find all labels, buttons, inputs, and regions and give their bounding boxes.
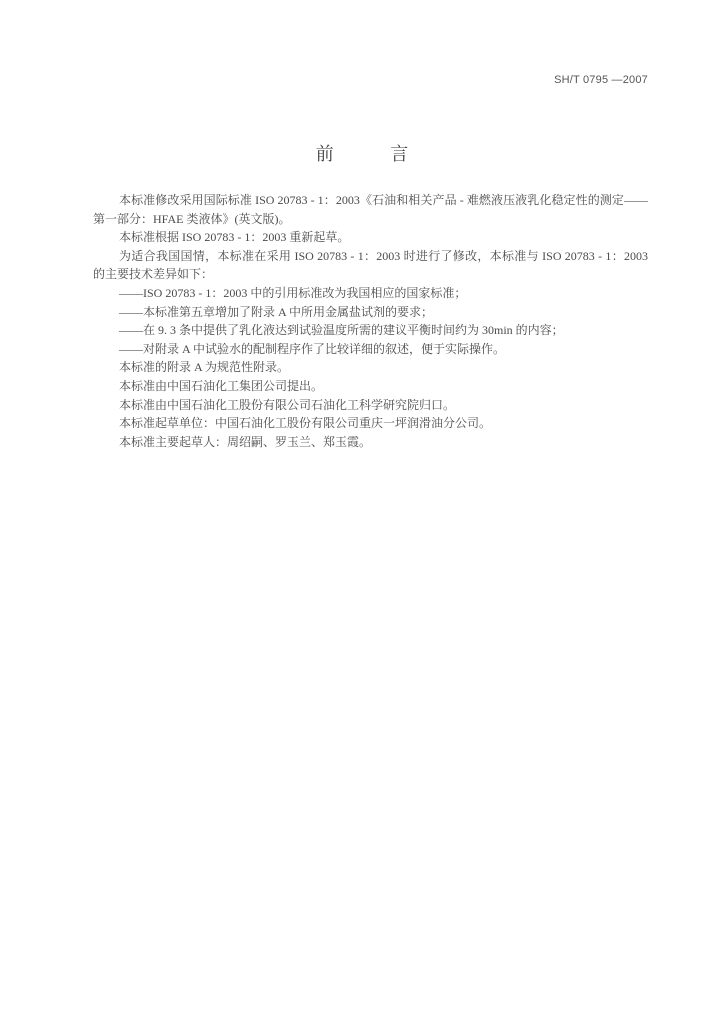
paragraph-proposer: 本标准由中国石油化工集团公司提出。 bbox=[119, 378, 324, 393]
paragraph-differences-intro: 为适合我国国情，本标准在采用 ISO 20783 - 1：2003 时进行了修改，本标准与 ISO 20783 - 1：2003 的主要技术差异如下： bbox=[93, 248, 648, 282]
paragraph-adoption: 本标准修改采用国际标准 ISO 20783 - 1：2003《石油和相关产品 - 难燃液压液乳化稳定性的测定——第一部分：HFAE 类液体》(英文版)。 bbox=[93, 193, 648, 226]
paragraph-drafting-unit: 本标准起草单位：中国石油化工股份有限公司重庆一坪润滑油分公司。 bbox=[119, 416, 492, 431]
paragraph-annex: 本标准的附录 A 为规范性附录。 bbox=[119, 360, 290, 375]
foreword-body bbox=[93, 191, 648, 451]
paragraph-administrator: 本标准由中国石油化工股份有限公司石油化工科学研究院归口。 bbox=[119, 397, 456, 412]
list-item-difference-1: ——ISO 20783 - 1：2003 中的引用标准改为我国相应的国家标准； bbox=[119, 285, 467, 300]
paragraph-drafting-basis: 本标准根据 ISO 20783 - 1：2003 重新起草。 bbox=[119, 230, 350, 245]
page-title: 前 言 bbox=[315, 144, 435, 164]
list-item-difference-2: ——本标准第五章增加了附录 A 中所用金属盐试剂的要求； bbox=[119, 304, 434, 319]
standard-code-header: SH/T 0795 —2007 bbox=[554, 74, 648, 86]
paragraph-drafters: 本标准主要起草人：周绍嗣、罗玉兰、郑玉霞。 bbox=[119, 434, 372, 449]
list-item-difference-3: ——在 9. 3 条中提供了乳化液达到试验温度所需的建议平衡时间约为 30min 的内容； bbox=[119, 323, 564, 338]
list-item-difference-4: ——对附录 A 中试验水的配制程序作了比较详细的叙述，便于实际操作。 bbox=[119, 341, 506, 356]
